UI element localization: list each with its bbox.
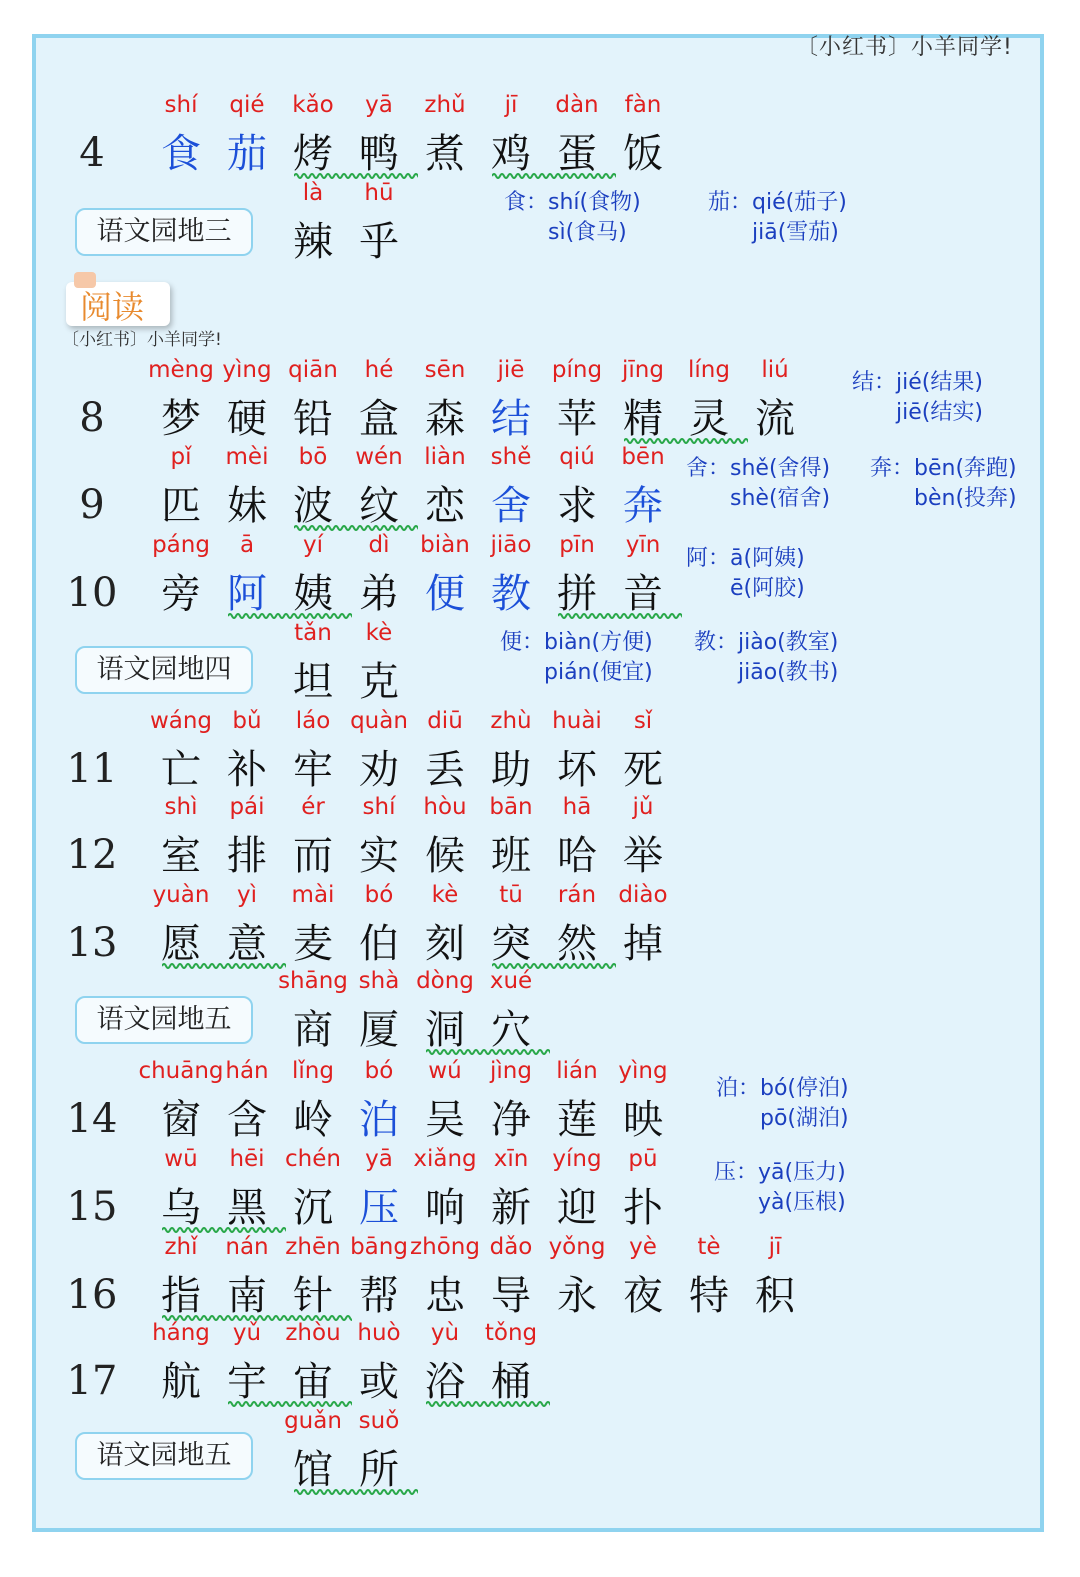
hanzi: 死: [623, 747, 663, 793]
pinyin: shāng: [278, 968, 348, 994]
pinyin: shà: [358, 968, 400, 994]
hanzi: 牢: [293, 747, 333, 793]
pinyin: jīng: [622, 357, 664, 383]
hanzi: 食: [161, 131, 201, 177]
pinyin: bān: [489, 794, 533, 820]
pinyin: shì: [164, 794, 198, 820]
hanzi: 梦: [161, 396, 201, 442]
pinyin: bǔ: [232, 708, 262, 734]
hanzi: 纹: [359, 483, 399, 529]
hanzi: 茄: [227, 131, 267, 177]
vocab-row-r10: [0, 532, 1080, 622]
note-line-1: 压：yā(压力): [714, 1160, 846, 1185]
hanzi: 奔: [623, 483, 663, 529]
pinyin: hū: [364, 180, 394, 206]
polyphone-note: [500, 628, 653, 688]
hanzi: 匹: [161, 483, 201, 529]
hanzi: 室: [161, 833, 201, 879]
pinyin: hán: [225, 1058, 269, 1084]
hanzi: 阿: [227, 571, 267, 617]
pinyin: yǔ: [232, 1320, 262, 1346]
pinyin: zhù: [490, 708, 532, 734]
hanzi: 蛋: [557, 131, 597, 177]
pinyin: dòng: [416, 968, 474, 994]
note-line-2: jiā(雪茄): [708, 220, 839, 245]
pinyin: fàn: [624, 92, 662, 118]
hanzi: 岭: [293, 1097, 333, 1143]
hanzi: 南: [227, 1273, 267, 1319]
lesson-number: 17: [66, 1358, 118, 1404]
polyphone-note: [504, 188, 641, 248]
pinyin: yīn: [625, 532, 661, 558]
hanzi: 鸭: [359, 131, 399, 177]
word-underline: [294, 1488, 418, 1496]
lesson-number: 8: [79, 395, 105, 441]
word-underline: [492, 172, 616, 180]
hanzi: 指: [161, 1273, 201, 1319]
hanzi: 盒: [359, 396, 399, 442]
hanzi: 压: [359, 1185, 399, 1231]
char-cell: [610, 882, 676, 972]
polyphone-note: [686, 544, 805, 604]
pinyin: jī: [504, 92, 518, 118]
hanzi: 新: [491, 1185, 531, 1231]
hanzi: 煮: [425, 131, 465, 177]
char-cell: [610, 708, 676, 798]
pinyin: wú: [428, 1058, 462, 1084]
pinyin: zhǐ: [164, 1234, 198, 1260]
hanzi: 掉: [623, 921, 663, 967]
pinyin: huài: [552, 708, 602, 734]
hanzi: 积: [755, 1273, 795, 1319]
hanzi: 辣: [293, 219, 333, 265]
pinyin: yuàn: [152, 882, 210, 908]
hanzi: 穴: [491, 1007, 531, 1053]
pinyin: wū: [164, 1146, 198, 1172]
hanzi: 黑: [227, 1185, 267, 1231]
polyphone-note: [852, 368, 983, 428]
pinyin: lián: [556, 1058, 598, 1084]
hanzi: 含: [227, 1097, 267, 1143]
pinyin: sǐ: [633, 708, 653, 734]
pinyin: jiāo: [490, 532, 532, 558]
polyphone-note: [686, 454, 830, 514]
note-line-2: sì(食马): [504, 220, 627, 245]
hanzi: 意: [227, 921, 267, 967]
note-line-1: 舍：shě(舍得): [686, 456, 831, 481]
pinyin: wén: [355, 444, 403, 470]
hanzi: 补: [227, 747, 267, 793]
hanzi: 教: [491, 571, 531, 617]
hanzi: 候: [425, 833, 465, 879]
hanzi: 然: [557, 921, 597, 967]
pinyin: hòu: [423, 794, 467, 820]
pinyin: pīn: [559, 532, 595, 558]
hanzi: 旁: [161, 571, 201, 617]
pinyin: dì: [368, 532, 390, 558]
word-underline: [162, 1226, 286, 1234]
hanzi: 浴: [425, 1359, 465, 1405]
section-label: 语文园地五: [75, 996, 253, 1044]
pinyin: là: [302, 180, 324, 206]
vocab-row-r16: [0, 1234, 1080, 1324]
char-cell: [610, 92, 676, 182]
hanzi: 宇: [227, 1359, 267, 1405]
pinyin: wáng: [149, 708, 213, 734]
hanzi: 或: [359, 1359, 399, 1405]
pinyin: mài: [291, 882, 335, 908]
hanzi: 波: [293, 483, 333, 529]
hanzi: 劝: [359, 747, 399, 793]
pinyin: liàn: [424, 444, 466, 470]
word-underline: [228, 612, 352, 620]
hanzi: 森: [425, 396, 465, 442]
pinyin: kè: [365, 620, 393, 646]
hanzi: 助: [491, 747, 531, 793]
hanzi: 桶: [491, 1359, 531, 1405]
hanzi: 音: [623, 571, 663, 617]
char-cell: [478, 1320, 544, 1410]
hanzi: 坦: [293, 659, 333, 705]
pinyin: jiē: [497, 357, 525, 383]
hanzi: 伯: [359, 921, 399, 967]
vocab-row-r11: [0, 708, 1080, 798]
hanzi: 而: [293, 833, 333, 879]
pinyin: mèng: [148, 357, 214, 383]
note-line-2: shè(宿舍): [686, 486, 831, 511]
pinyin: píng: [551, 357, 603, 383]
hanzi: 宙: [293, 1359, 333, 1405]
vocab-row-r4: [0, 92, 1080, 182]
lesson-number: 4: [79, 130, 105, 176]
char-cell: [346, 180, 412, 270]
pinyin: jǔ: [632, 794, 654, 820]
vocab-row-r15: [0, 1146, 1080, 1236]
hanzi: 实: [359, 833, 399, 879]
word-underline: [558, 612, 682, 620]
word-underline: [426, 1400, 550, 1408]
hanzi: 所: [359, 1447, 399, 1493]
note-line-2: pián(便宜): [500, 660, 653, 685]
pinyin: hā: [562, 794, 592, 820]
hanzi: 弟: [359, 571, 399, 617]
hanzi: 映: [623, 1097, 663, 1143]
note-line-1: 结：jié(结果): [852, 370, 983, 395]
vocab-row-r13: [0, 882, 1080, 972]
hanzi: 硬: [227, 396, 267, 442]
polyphone-note: [870, 454, 1017, 514]
note-line-1: 泊：bó(停泊): [716, 1076, 849, 1101]
note-line-1: 教：jiào(教室): [694, 630, 839, 655]
hanzi: 举: [623, 833, 663, 879]
note-line-2: jiē(结实): [852, 400, 983, 425]
hanzi: 哈: [557, 833, 597, 879]
pinyin: bāng: [350, 1234, 408, 1260]
pinyin: biàn: [420, 532, 470, 558]
hanzi: 导: [491, 1273, 531, 1319]
hanzi: 特: [689, 1273, 729, 1319]
pinyin: chén: [285, 1146, 341, 1172]
hanzi: 净: [491, 1097, 531, 1143]
pinyin: guǎn: [284, 1408, 342, 1434]
lesson-number: 10: [66, 570, 118, 616]
lesson-number: 16: [66, 1272, 118, 1318]
pinyin: diū: [427, 708, 463, 734]
pinyin: ā: [239, 532, 255, 558]
pinyin: pái: [229, 794, 265, 820]
pinyin: háng: [152, 1320, 210, 1346]
hanzi: 结: [491, 396, 531, 442]
pinyin: jī: [768, 1234, 782, 1260]
pinyin: huò: [357, 1320, 401, 1346]
note-line-2: yà(压根): [714, 1190, 846, 1215]
hanzi: 洞: [425, 1007, 465, 1053]
note-line-2: pō(湖泊): [716, 1106, 849, 1131]
pinyin: shí: [362, 794, 396, 820]
hanzi: 突: [491, 921, 531, 967]
hanzi: 饭: [623, 131, 663, 177]
hanzi: 坏: [557, 747, 597, 793]
word-underline: [294, 172, 418, 180]
pinyin: liú: [761, 357, 789, 383]
pinyin: yí: [302, 532, 323, 558]
hanzi: 求: [557, 483, 597, 529]
note-line-1: 便：biàn(方便): [500, 630, 653, 655]
char-cell: [610, 1058, 676, 1148]
pinyin: kè: [431, 882, 459, 908]
reading-tag-label: 阅读: [80, 288, 145, 326]
hanzi: 精: [623, 396, 663, 442]
hanzi: 吴: [425, 1097, 465, 1143]
hanzi: 刻: [425, 921, 465, 967]
pinyin: zhǔ: [424, 92, 466, 118]
char-cell: [742, 1234, 808, 1324]
watermark-top: 〔小红书〕小羊同学!: [796, 35, 1013, 60]
pinyin: láo: [295, 708, 331, 734]
pinyin: ér: [301, 794, 325, 820]
pinyin: rán: [557, 882, 597, 908]
pinyin: yì: [236, 882, 257, 908]
pinyin: páng: [152, 532, 210, 558]
pinyin: shě: [490, 444, 532, 470]
hanzi: 永: [557, 1273, 597, 1319]
pinyin: xiǎng: [413, 1146, 477, 1172]
pinyin: hé: [364, 357, 394, 383]
pinyin: lǐng: [292, 1058, 334, 1084]
pinyin: xīn: [493, 1146, 529, 1172]
pinyin: nán: [225, 1234, 269, 1260]
hanzi: 帮: [359, 1273, 399, 1319]
hanzi: 针: [293, 1273, 333, 1319]
hanzi: 丢: [425, 747, 465, 793]
hanzi: 乎: [359, 219, 399, 265]
hanzi: 鸡: [491, 131, 531, 177]
pinyin: quàn: [350, 708, 408, 734]
hanzi: 舍: [491, 483, 531, 529]
pinyin: qiú: [559, 444, 595, 470]
polyphone-note: [708, 188, 847, 248]
pinyin: dàn: [555, 92, 599, 118]
vocab-row-r14: [0, 1058, 1080, 1148]
hanzi: 沉: [293, 1185, 333, 1231]
char-cell: [610, 444, 676, 534]
char-cell: [742, 357, 808, 447]
hanzi: 迎: [557, 1185, 597, 1231]
pinyin: líng: [688, 357, 730, 383]
hanzi: 泊: [359, 1097, 399, 1143]
hanzi: 苹: [557, 396, 597, 442]
pinyin: tǎn: [294, 620, 332, 646]
section-label: 语文园地五: [75, 1432, 253, 1480]
pinyin: mèi: [225, 444, 269, 470]
hanzi: 扑: [623, 1185, 663, 1231]
pinyin: yìng: [222, 357, 272, 383]
hanzi: 拼: [557, 571, 597, 617]
pinyin: yǒng: [548, 1234, 606, 1260]
char-cell: [478, 968, 544, 1058]
note-line-1: 食：shí(食物): [504, 190, 641, 215]
lesson-number: 9: [79, 482, 105, 528]
hanzi: 灵: [689, 396, 729, 442]
polyphone-note: [716, 1074, 849, 1134]
pinyin: pū: [628, 1146, 658, 1172]
pinyin: kǎo: [292, 92, 334, 118]
pinyin: yè: [629, 1234, 657, 1260]
hanzi: 莲: [557, 1097, 597, 1143]
hanzi: 流: [755, 396, 795, 442]
char-cell: [610, 532, 676, 622]
pinyin: bó: [364, 1058, 394, 1084]
pinyin: chuāng: [138, 1058, 224, 1084]
watermark-middle: 〔小红书〕小羊同学!: [62, 330, 222, 350]
pinyin: xué: [489, 968, 533, 994]
hanzi: 便: [425, 571, 465, 617]
hanzi: 妹: [227, 483, 267, 529]
hanzi: 亡: [161, 747, 201, 793]
hanzi: 麦: [293, 921, 333, 967]
hanzi: 窗: [161, 1097, 201, 1143]
pinyin: shí: [164, 92, 198, 118]
pinyin: qié: [229, 92, 265, 118]
reading-tag: [66, 282, 170, 326]
pinyin: qiān: [288, 357, 338, 383]
pinyin: dǎo: [489, 1234, 533, 1260]
hanzi: 铅: [293, 396, 333, 442]
pinyin: bó: [364, 882, 394, 908]
word-underline: [294, 524, 418, 532]
char-cell: [346, 1408, 412, 1498]
lesson-number: 15: [66, 1184, 118, 1230]
hanzi: 烤: [293, 131, 333, 177]
lesson-number: 12: [66, 832, 118, 878]
hanzi: 夜: [623, 1273, 663, 1319]
pinyin: hēi: [229, 1146, 265, 1172]
hanzi: 忠: [425, 1273, 465, 1319]
hanzi: 克: [359, 659, 399, 705]
pinyin: sēn: [424, 357, 466, 383]
note-line-2: ē(阿胶): [686, 576, 805, 601]
pinyin: yìng: [618, 1058, 668, 1084]
pinyin: tè: [697, 1234, 721, 1260]
pinyin: tǒng: [484, 1320, 538, 1346]
char-cell: [610, 794, 676, 884]
pinyin: yíng: [552, 1146, 602, 1172]
pinyin: yù: [430, 1320, 460, 1346]
pinyin: zhōng: [410, 1234, 480, 1260]
lesson-number: 13: [66, 920, 118, 966]
pinyin: tū: [499, 882, 523, 908]
word-underline: [228, 1400, 352, 1408]
note-line-1: 茄：qié(茄子): [708, 190, 847, 215]
hanzi: 馆: [293, 1447, 333, 1493]
note-line-1: 奔：bēn(奔跑): [870, 456, 1017, 481]
pinyin: bēn: [621, 444, 665, 470]
lesson-number: 11: [66, 746, 118, 792]
hanzi: 姨: [293, 571, 333, 617]
note-line-1: 阿：ā(阿姨): [686, 546, 805, 571]
pinyin: diào: [618, 882, 668, 908]
vocab-row-r17: [0, 1320, 1080, 1410]
hanzi: 厦: [359, 1007, 399, 1053]
pinyin: yā: [365, 1146, 393, 1172]
char-cell: [346, 620, 412, 710]
hanzi: 航: [161, 1359, 201, 1405]
note-line-2: jiāo(教书): [694, 660, 839, 685]
pinyin: suǒ: [358, 1408, 400, 1434]
hanzi: 恋: [425, 483, 465, 529]
polyphone-note: [714, 1158, 846, 1218]
section-label: 语文园地四: [75, 646, 253, 694]
lesson-number: 14: [66, 1096, 118, 1142]
pinyin: yā: [365, 92, 393, 118]
pinyin: jìng: [490, 1058, 532, 1084]
vocab-row-r12: [0, 794, 1080, 884]
section-label: 语文园地三: [75, 208, 253, 256]
note-line-2: bèn(投奔): [870, 486, 1017, 511]
word-underline: [426, 1048, 550, 1056]
hanzi: 班: [491, 833, 531, 879]
polyphone-note: [694, 628, 838, 688]
hanzi: 商: [293, 1007, 333, 1053]
hanzi: 愿: [161, 921, 201, 967]
hanzi: 排: [227, 833, 267, 879]
pinyin: bō: [298, 444, 328, 470]
pinyin: pǐ: [170, 444, 192, 470]
pinyin: zhòu: [285, 1320, 341, 1346]
pinyin: zhēn: [285, 1234, 341, 1260]
char-cell: [610, 1146, 676, 1236]
hanzi: 乌: [161, 1185, 201, 1231]
hanzi: 响: [425, 1185, 465, 1231]
